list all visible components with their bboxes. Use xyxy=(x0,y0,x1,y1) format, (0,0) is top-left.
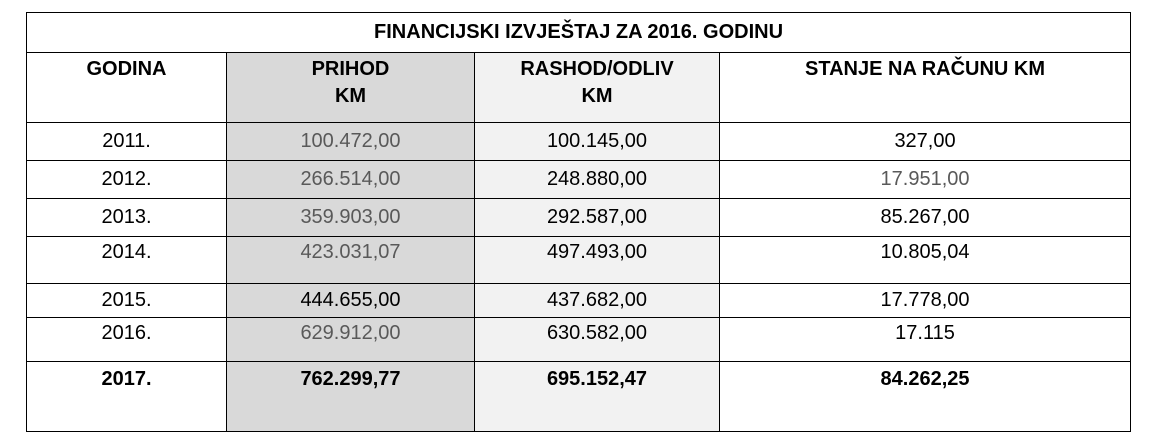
cell-expense: 497.493,00 xyxy=(475,237,720,284)
cell-year: 2012. xyxy=(27,161,227,199)
table-row xyxy=(27,318,1131,362)
header-expense-label: RASHOD/ODLIV xyxy=(520,58,674,80)
cell-year: 2015. xyxy=(27,284,227,318)
header-income-unit: KM xyxy=(334,85,367,107)
header-expense-unit: KM xyxy=(581,85,613,107)
table-row xyxy=(27,199,1131,237)
header-income xyxy=(227,53,475,123)
cell-expense: 292.587,00 xyxy=(475,199,720,237)
header-balance: STANJE NA RAČUNU KM xyxy=(720,53,1131,123)
cell-year-total: 2017. xyxy=(27,362,227,432)
cell-expense-total: 695.152,47 xyxy=(475,362,720,432)
cell-balance: 327,00 xyxy=(720,123,1131,161)
total-row xyxy=(27,362,1131,432)
cell-balance: 17.951,00 xyxy=(720,161,1131,199)
cell-balance: 85.267,00 xyxy=(720,199,1131,237)
cell-income: 359.903,00 xyxy=(227,199,475,237)
table-row xyxy=(27,161,1131,199)
cell-year: 2016. xyxy=(27,318,227,362)
cell-expense: 437.682,00 xyxy=(475,284,720,318)
cell-income: 100.472,00 xyxy=(227,123,475,161)
cell-balance: 17.778,00 xyxy=(720,284,1131,318)
cell-expense: 630.582,00 xyxy=(475,318,720,362)
cell-year: 2013. xyxy=(27,199,227,237)
table-row xyxy=(27,123,1131,161)
table-title-row xyxy=(27,13,1131,53)
cell-year: 2014. xyxy=(27,237,227,284)
cell-balance: 10.805,04 xyxy=(720,237,1131,284)
cell-balance-total: 84.262,25 xyxy=(720,362,1131,432)
header-income-label: PRIHOD xyxy=(311,58,390,80)
financial-report-table xyxy=(26,12,1131,432)
table-title: FINANCIJSKI IZVJEŠTAJ ZA 2016. GODINU xyxy=(27,13,1131,53)
table-row xyxy=(27,284,1131,318)
header-year: GODINA xyxy=(27,53,227,123)
cell-balance: 17.115 xyxy=(720,318,1131,362)
header-expense xyxy=(475,53,720,123)
header-row xyxy=(27,53,1131,123)
cell-expense: 100.145,00 xyxy=(475,123,720,161)
cell-income: 423.031,07 xyxy=(227,237,475,284)
cell-expense: 248.880,00 xyxy=(475,161,720,199)
cell-income: 444.655,00 xyxy=(227,284,475,318)
cell-income: 266.514,00 xyxy=(227,161,475,199)
cell-income: 629.912,00 xyxy=(227,318,475,362)
cell-year: 2011. xyxy=(27,123,227,161)
cell-income-total: 762.299,77 xyxy=(227,362,475,432)
table-row xyxy=(27,237,1131,284)
